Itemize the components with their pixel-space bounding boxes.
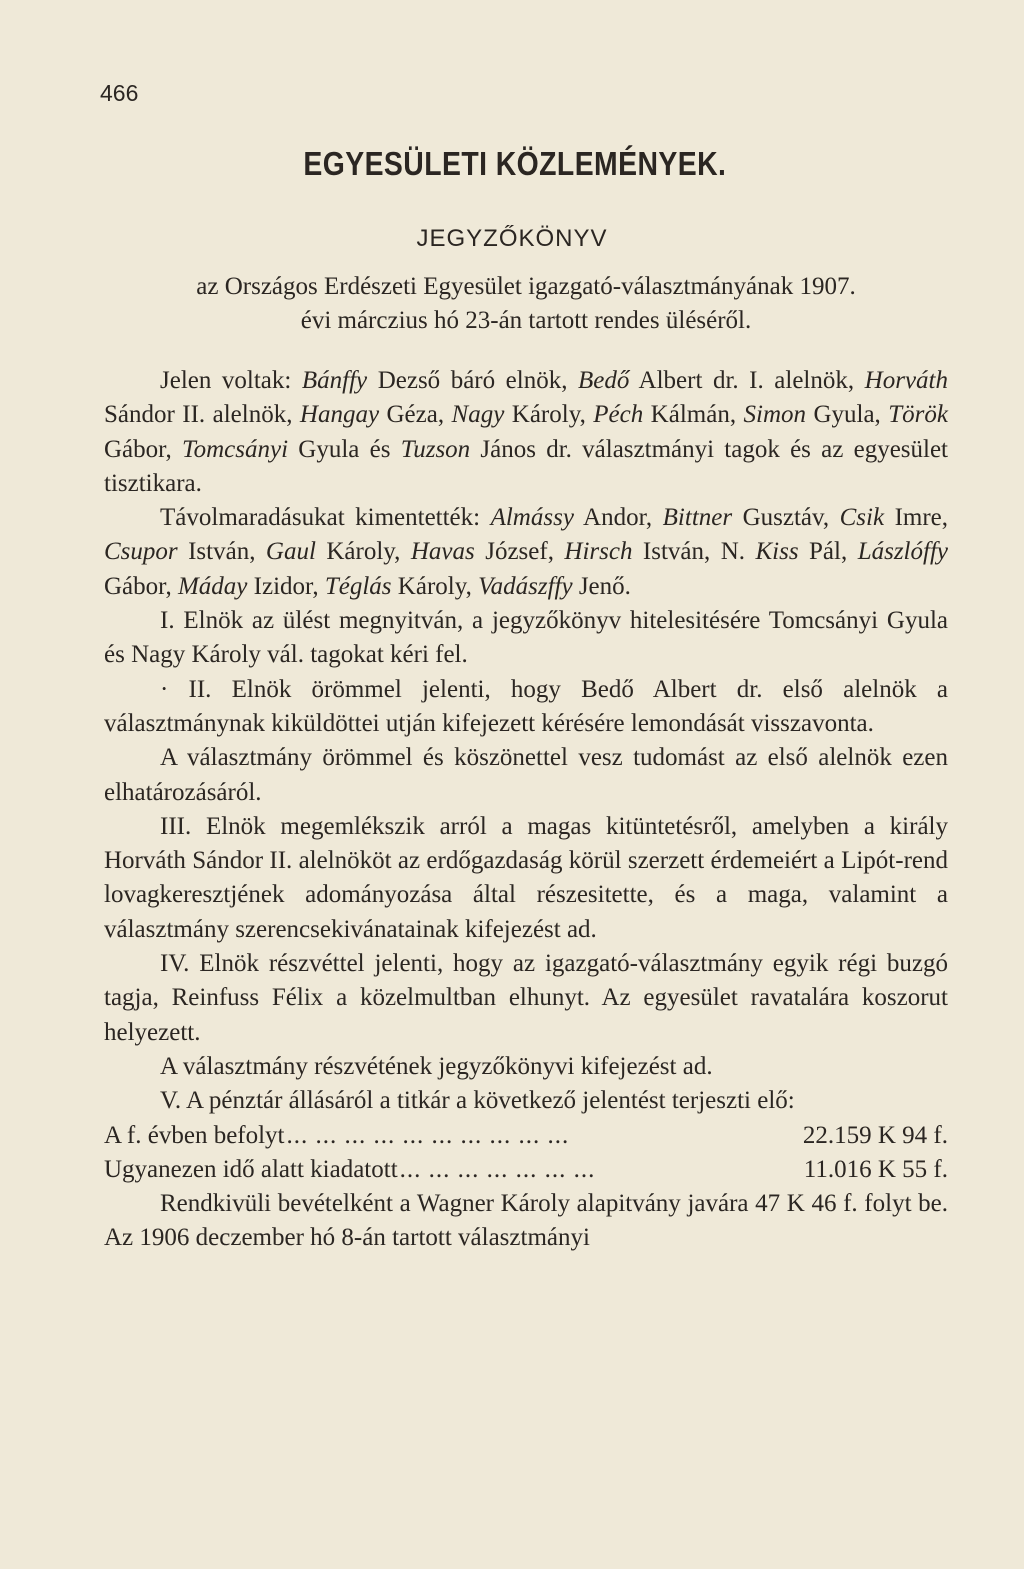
ledger-label: Ugyanezen idő alatt kiadatott	[104, 1155, 398, 1183]
intro-block	[104, 270, 948, 339]
ledger-row-expense	[104, 1153, 948, 1187]
item-iii-paragraph: III. Elnök megemlékszik arról a magas kitüntetésről, amelyben a király Horváth Sándor II. alelnököt az erdőgazdaság körül szerzett érdemeiért a Lipót-rend lovagkeresztjének adományozása által részesitette, és a maga, valamint a választmány szerencsekivánatainak kifejezést ad.	[104, 812, 948, 943]
document-title: JEGYZŐKÖNYV	[416, 225, 608, 252]
ledger-amount: 11.016 K 55 f.	[803, 1155, 948, 1183]
closing-paragraph: Rendkivüli bevételként a Wagner Károly alapitvány javára 47 K 46 f. folyt be. Az 1906 deczember hó 8-án tartott választmányi	[104, 1190, 948, 1252]
ledger-leader-dots: ... ... ... ... ... ... ...	[399, 1155, 596, 1183]
ledger-row-income	[104, 1119, 948, 1153]
intro-line: évi márczius hó 23-án tartott rendes üléséről.	[300, 307, 752, 335]
ledger-amount: 22.159 K 94 f.	[802, 1121, 948, 1149]
item-iv-response-paragraph: A választmány részvétének jegyzőkönyvi kifejezést ad.	[160, 1052, 713, 1080]
attendance-paragraph: Jelen voltak: Bánffy Dezső báró elnök, Bedő Albert dr. I. alelnök, Horváth Sándor II. alelnök, Hangay Géza, Nagy Károly, Péch Kálmán, Simon Gyula, Török Gábor, Tomcsányi Gyula és Tuzson János dr. választmányi tagok és az egyesület tisztikara.	[104, 367, 949, 497]
ledger-label: A f. évben befolyt	[104, 1121, 285, 1149]
page-number: 466	[100, 80, 139, 106]
item-ii-paragraph: · II. Elnök örömmel jelenti, hogy Bedő Albert dr. első alelnök a választmánynak kiküldöttei utján kifejezett kérésére lemondását visszavonta.	[104, 675, 948, 737]
section-heading: EGYESÜLETI KÖZLEMÉNYEK.	[303, 145, 727, 182]
intro-line: az Országos Erdészeti Egyesület igazgató-választmányának 1907.	[196, 273, 856, 300]
item-ii-response-paragraph: A választmány örömmel és köszönettel vesz tudomást az első alelnök ezen elhatározásáról.	[104, 744, 948, 806]
ledger-leader-dots: ... ... ... ... ... ... ... ... ... ...	[286, 1121, 570, 1149]
item-v-paragraph: V. A pénztár állásáról a titkár a következő jelentést terjeszti elő:	[160, 1087, 795, 1115]
item-i-paragraph: I. Elnök az ülést megnyitván, a jegyzőkönyv hitelesitésére Tomcsányi Gyula és Nagy Károly vál. tagokat kéri fel.	[104, 607, 948, 669]
item-iv-paragraph: IV. Elnök részvéttel jelenti, hogy az igazgató-választmány egyik régi buzgó tagja, Reinfuss Félix a közelmultban elhunyt. Az egyesület ravatalára koszorut helyezett.	[104, 950, 948, 1046]
absent-paragraph: Távolmaradásukat kimentették: Almássy Andor, Bittner Gusztáv, Csik Imre, Csupor István, Gaul Károly, Havas József, Hirsch István, N. Kiss Pál, Lászlóffy Gábor, Máday Izidor, Téglás Károly, Vadászffy Jenő.	[104, 504, 949, 600]
minutes-body	[104, 364, 948, 1256]
